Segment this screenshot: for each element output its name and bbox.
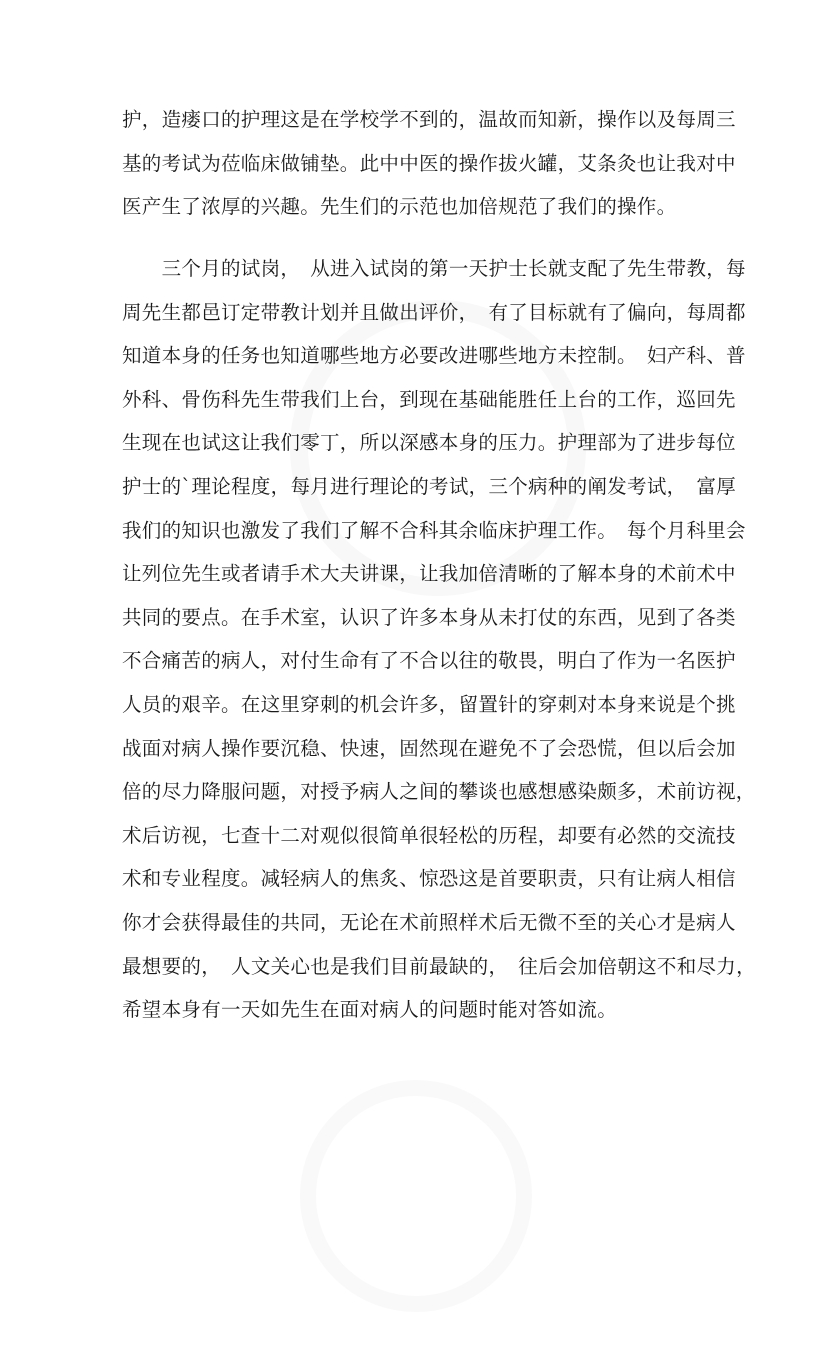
text-line: 护，造瘘口的护理这是在学校学不到的，温故而知新，操作以及每周三: [122, 108, 736, 131]
text-line: 术后访视，七查十二对观似很简单很轻松的历程，却要有必然的交流技: [122, 823, 736, 847]
text-line: 人员的艰辛。在这里穿刺的机会许多，留置针的穿刺对本身来说是个挑: [122, 692, 736, 716]
text-line: 我们的知识也激发了我们了解不合科其余临床护理工作。 每个月科里会: [122, 518, 746, 542]
text-line: 生现在也试这让我们零丁，所以深感本身的压力。护理部为了进步每位: [122, 431, 736, 455]
paragraph-2: [122, 247, 756, 1032]
text-line: 医产生了浓厚的兴趣。先生们的示范也加倍规范了我们的操作。: [122, 195, 677, 219]
text-line: 你才会获得最佳的共同，无论在术前照样术后无微不至的关心才是病人: [122, 910, 736, 934]
text-line: 周先生都邑订定带教计划并且做出评价， 有了目标就有了偏向，每周都: [122, 300, 746, 324]
paragraph-1: [122, 98, 736, 229]
text-line: 战面对病人操作要沉稳、快速，固然现在避免不了会恐慌，但以后会加: [122, 736, 736, 760]
text-line: 外科、骨伤科先生带我们上台，到现在基础能胜任上台的工作，巡回先: [122, 387, 736, 411]
text-line: 知道本身的任务也知道哪些地方必要改进哪些地方未控制。 妇产科、普: [122, 344, 746, 368]
text-line: 三个月的试岗， 从进入试岗的第一天护士长就支配了先生带教，每: [122, 257, 746, 280]
text-line: 不合痛苦的病人，对付生命有了不合以往的敬畏，明白了作为一名医护: [122, 649, 736, 673]
text-line: 基的考试为莅临床做铺垫。此中中医的操作拔火罐，艾条灸也让我对中: [122, 151, 736, 175]
text-line: 最想要的， 人文关心也是我们目前最缺的， 往后会加倍朝这不和尽力，: [122, 954, 756, 978]
text-line: 倍的尽力降服问题，对授予病人之间的攀谈也感想感染颇多，术前访视，: [122, 780, 756, 804]
text-line: 护士的`理论程度，每月进行理论的考试，三个病种的阐发考试， 富厚: [122, 474, 737, 498]
text-line: 希望本身有一天如先生在面对病人的问题时能对答如流。: [122, 998, 618, 1022]
watermark-seal-bottom: [254, 1034, 577, 1357]
text-line: 让列位先生或者请手术大夫讲课，让我加倍清晰的了解本身的术前术中: [122, 562, 736, 586]
text-line: 共同的要点。在手术室，认识了许多本身从未打仗的东西，见到了各类: [122, 605, 736, 629]
text-line: 术和专业程度。减轻病人的焦炙、惊恐这是首要职责，只有让病人相信: [122, 867, 736, 891]
